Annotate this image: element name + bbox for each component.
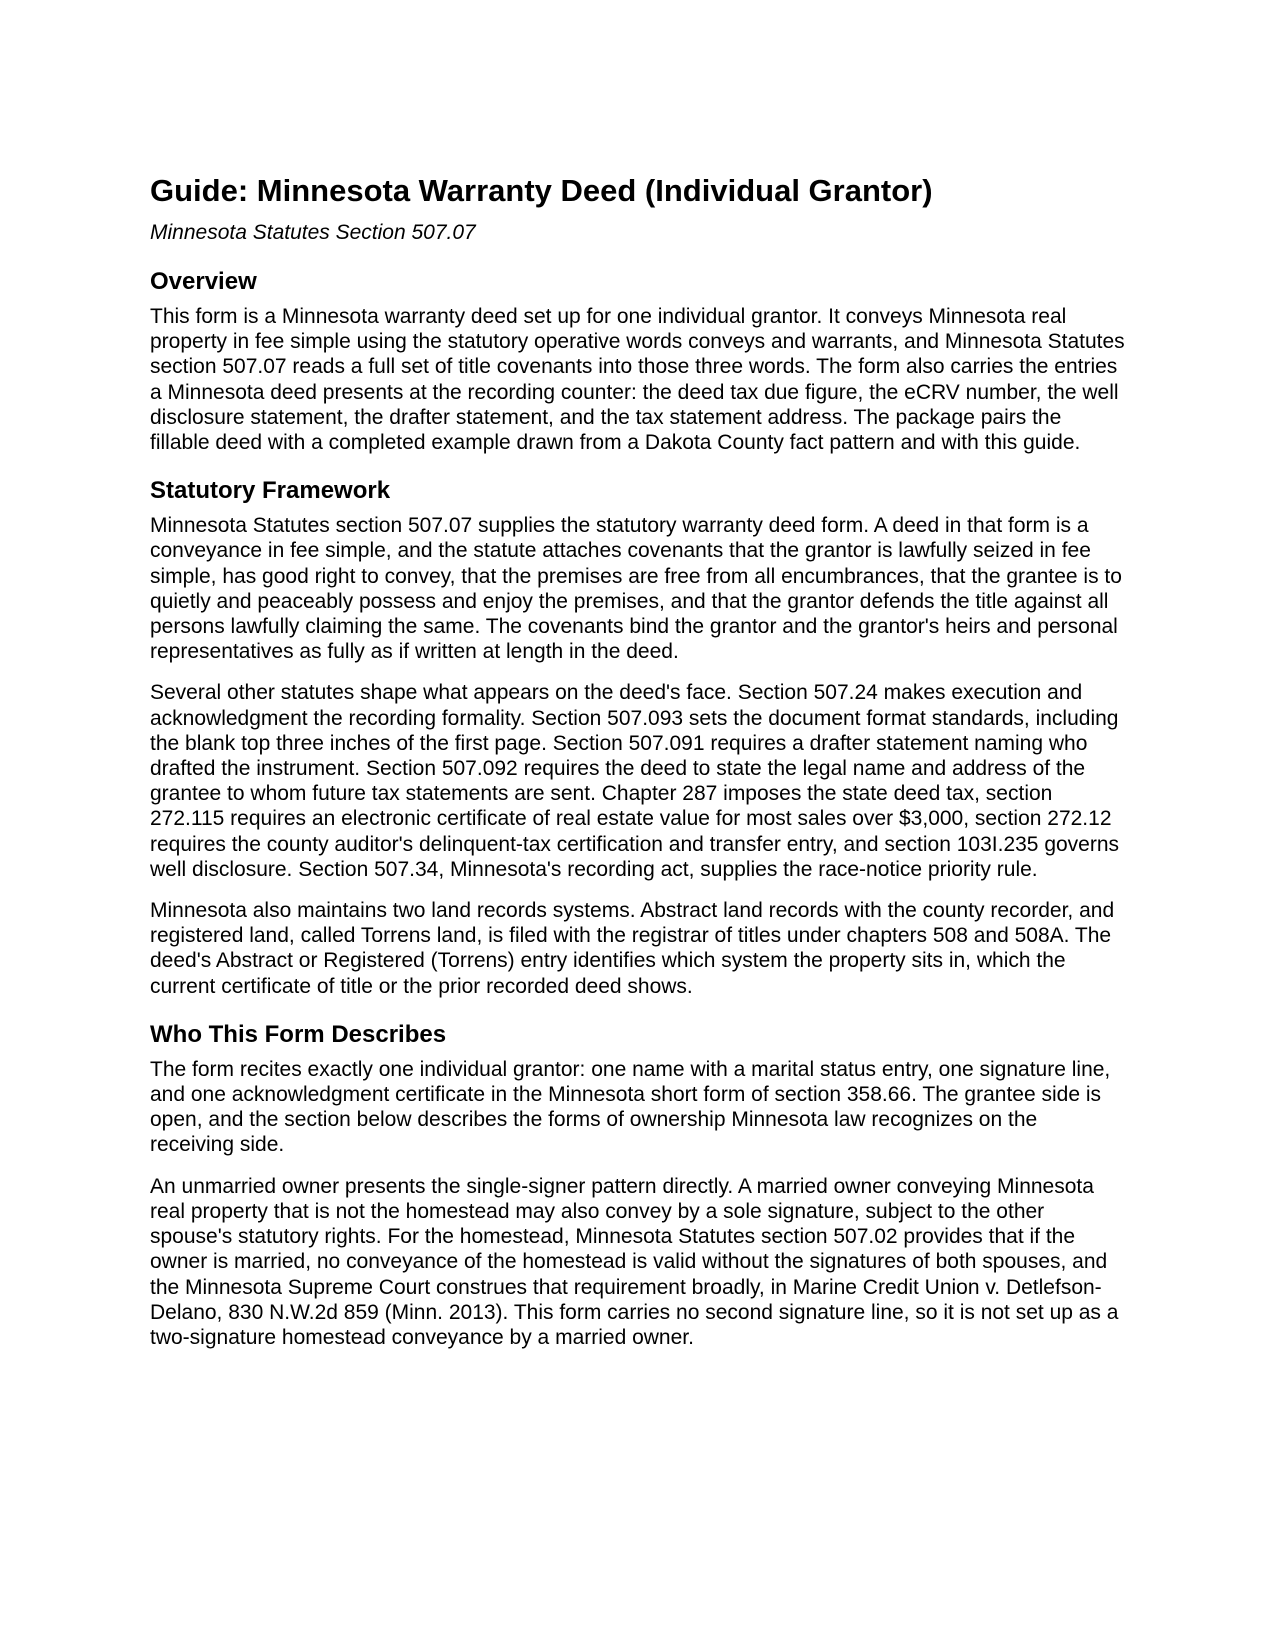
- paragraph: This form is a Minnesota warranty deed set up for one individual grantor. It conveys Minnesota real property in fee simple using the statutory operative words conveys and warrants, and Minnesota Statutes section 507.07 reads a full set of title covenants into those three words. The form also carries the entries a Minnesota deed presents at the recording counter: the deed tax due figure, the eCRV number, the well disclosure statement, the drafter statement, and the tax statement address. The package pairs the fillable deed with a completed example drawn from a Dakota County fact pattern and with this guide.: [150, 305, 1125, 455]
- section-heading: Overview: [150, 268, 257, 295]
- section-overview: [150, 267, 1125, 455]
- document-page: [150, 172, 1125, 1366]
- paragraph: Minnesota Statutes section 507.07 supplies the statutory warranty deed form. A deed in that form is a conveyance in fee simple, and the statute attaches covenants that the grantor is lawfully seized in fee simple, has good right to convey, that the premises are free from all encumbrances, that the grantee is to quietly and peaceably possess and enjoy the premises, and that the grantor defends the title against all persons lawfully claiming the same. The covenants bind the grantor and the grantor's heirs and personal representatives as fully as if written at length in the deed.: [150, 514, 1122, 664]
- section-statutory-framework: [150, 476, 1125, 999]
- document-title: Guide: Minnesota Warranty Deed (Individual Grantor): [150, 173, 933, 208]
- paragraph: The form recites exactly one individual grantor: one name with a marital status entry, one signature line, and one acknowledgment certificate in the Minnesota short form of section 358.66. The grantee side is open, and the section below describes the forms of ownership Minnesota law recognizes on the receiving side.: [150, 1057, 1111, 1157]
- section-who-this-form-describes: [150, 1020, 1125, 1350]
- section-heading: Statutory Framework: [150, 477, 391, 505]
- paragraph: An unmarried owner presents the single-signer pattern directly. A married owner conveying Minnesota real property that is not the homestead may also convey by a sole signature, subject to the other spouse's statutory rights. For the homestead, Minnesota Statutes section 507.02 provides that if the owner is married, no conveyance of the homestead is valid without the signatures of both spouses, and the Minnesota Supreme Court construes that requirement broadly, in Marine Credit Union v. Detlefson-Delano, 830 N.W.2d 859 (Minn. 2013). This form carries no second signature line, so it is not set up as a two-signature homestead conveyance by a married owner.: [150, 1174, 1119, 1349]
- paragraph: Minnesota also maintains two land records systems. Abstract land records with the county recorder, and registered land, called Torrens land, is filed with the registrar of titles under chapters 508 and 508A. The deed's Abstract or Registered (Torrens) entry identifies which system the property sits in, which the current certificate of title or the prior recorded deed shows.: [150, 899, 1115, 998]
- paragraph: Several other statutes shape what appears on the deed's face. Section 507.24 makes execution and acknowledgment the recording formality. Section 507.093 sets the document format standards, including the blank top three inches of the first page. Section 507.091 requires a drafter statement naming who drafted the instrument. Section 507.092 requires the deed to state the legal name and address of the grantee to whom future tax statements are sent. Chapter 287 imposes the state deed tax, section 272.115 requires an electronic certificate of real estate value for most sales over $3,000, section 272.12 requires the county auditor's delinquent-tax certification and transfer entry, and section 103I.235 governs well disclosure. Section 507.34, Minnesota's recording act, supplies the race-notice priority rule.: [150, 681, 1120, 881]
- section-heading: Who This Form Describes: [150, 1020, 447, 1048]
- document-subtitle: Minnesota Statutes Section 507.07: [150, 221, 476, 244]
